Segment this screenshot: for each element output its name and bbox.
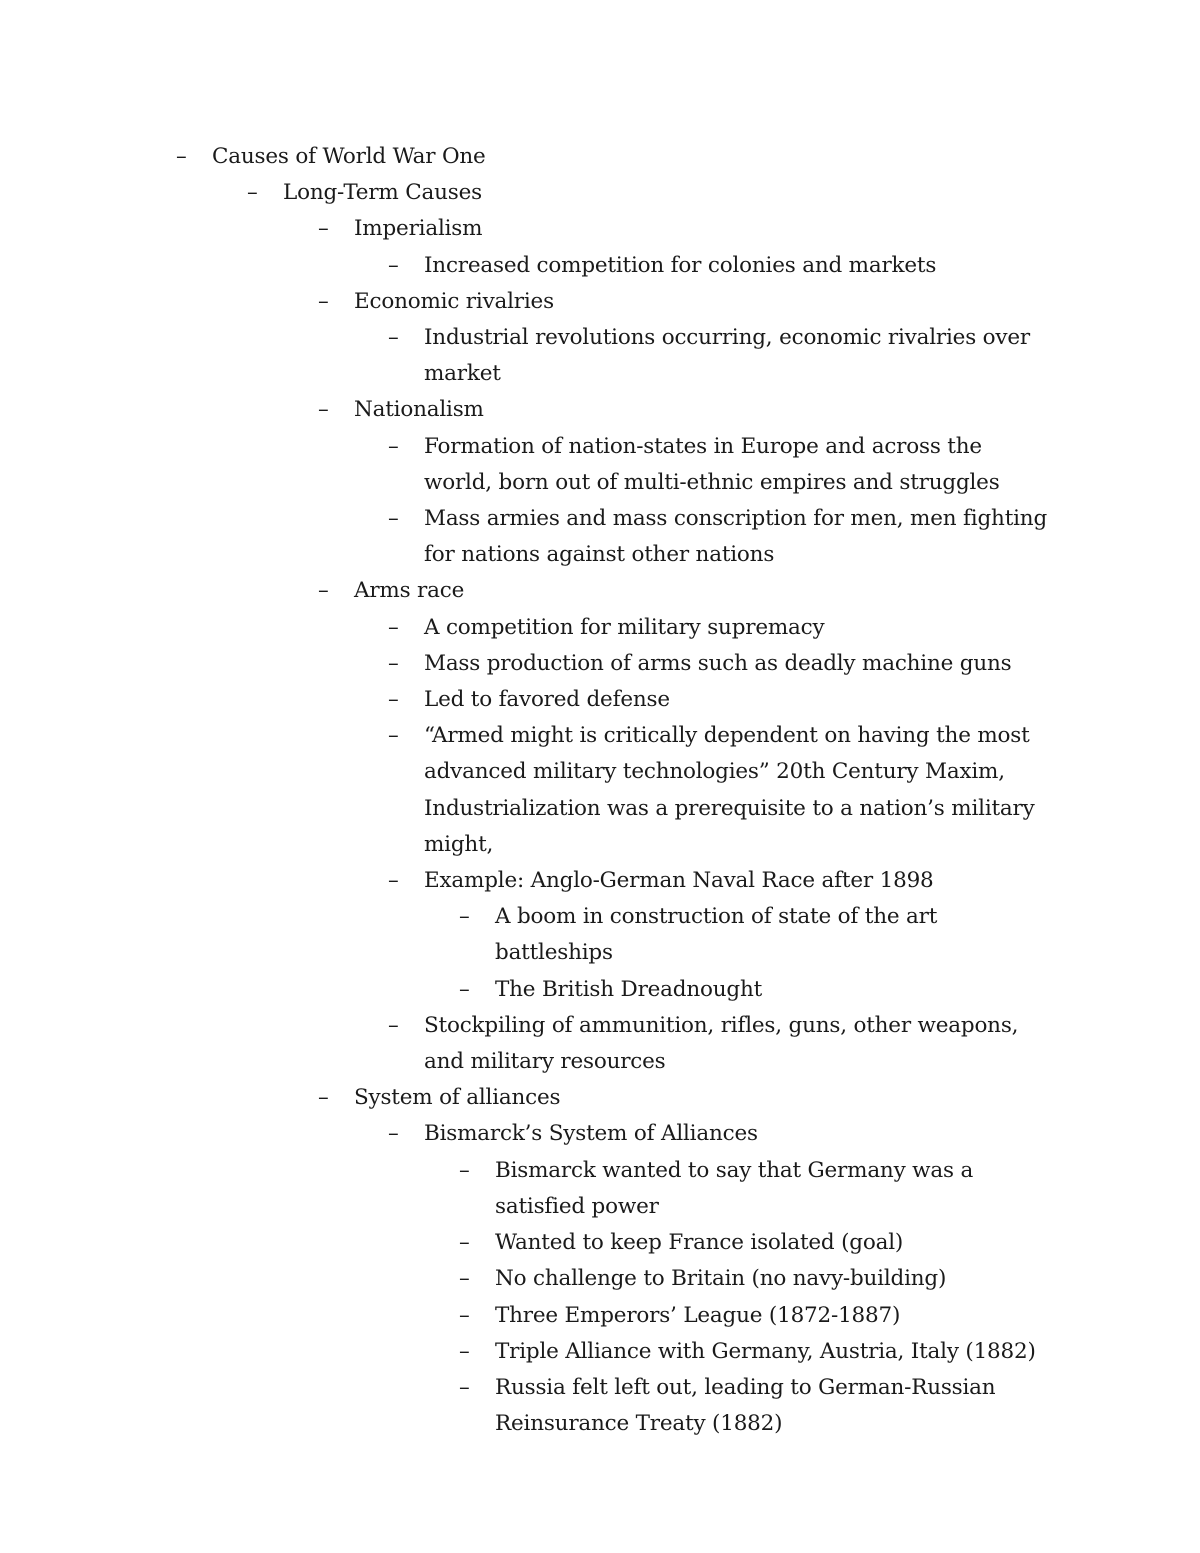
dash-bullet: – <box>388 868 399 894</box>
outline-item-text: Wanted to keep France isolated (goal) <box>495 1230 904 1256</box>
dash-bullet: – <box>459 1266 470 1292</box>
dash-bullet: – <box>388 614 399 640</box>
dash-bullet: – <box>388 325 399 351</box>
dash-bullet: – <box>318 216 329 242</box>
outline-item <box>459 1261 1057 1297</box>
outline-item <box>388 863 1056 899</box>
outline-item-text: A competition for military supremacy <box>424 614 825 640</box>
outline-item <box>459 1153 1057 1225</box>
outline-item-text: Imperialism <box>354 216 483 242</box>
outline-item <box>388 646 1056 682</box>
dash-bullet: – <box>388 723 399 749</box>
outline-item <box>388 718 1056 863</box>
outline-item <box>459 1298 1057 1334</box>
dash-bullet: – <box>388 650 399 676</box>
dash-bullet: – <box>459 1374 470 1400</box>
dash-bullet: – <box>318 288 329 314</box>
outline-item-text: Three Emperors’ League (1872-1887) <box>495 1302 901 1328</box>
outline-item <box>388 320 1056 392</box>
dash-bullet: – <box>247 180 258 206</box>
dash-bullet: – <box>388 506 399 532</box>
outline-item-text: Mass armies and mass conscription for men, men fighting for nations against other nations <box>424 506 1048 568</box>
outline-item-text: Example: Anglo-German Naval Race after 1898 <box>424 868 934 894</box>
outline-item-text: Mass production of arms such as deadly machine guns <box>424 650 1012 676</box>
outline-item-text: Formation of nation-states in Europe and across the world, born out of multi-ethnic empires and struggles <box>424 433 1000 495</box>
outline-item <box>318 1080 1054 1116</box>
outline-item-text: System of alliances <box>354 1085 561 1111</box>
outline-item-text: Bismarck’s System of Alliances <box>424 1121 758 1147</box>
outline-item-text: The British Dreadnought <box>495 976 763 1002</box>
outline-item-text: Increased competition for colonies and markets <box>424 252 937 278</box>
dash-bullet: – <box>176 144 187 169</box>
outline-item-text: Russia felt left out, leading to German-Russian Reinsurance Treaty (1882) <box>495 1374 996 1437</box>
outline-item-text: Stockpiling of ammunition, rifles, guns, other weapons, and military resources <box>424 1012 1019 1075</box>
outline-item <box>459 899 1057 971</box>
outline-item <box>388 682 1056 718</box>
outline-item <box>388 1116 1056 1152</box>
outline-list <box>0 139 1200 1442</box>
dash-bullet: – <box>459 1302 470 1328</box>
outline-item-text: No challenge to Britain (no navy-building) <box>495 1266 947 1292</box>
outline-item <box>247 175 1043 211</box>
outline-item <box>318 573 1054 609</box>
outline-item <box>388 1008 1056 1080</box>
outline-item <box>318 392 1054 428</box>
outline-item <box>459 1370 1057 1442</box>
outline-item <box>388 248 1056 284</box>
dash-bullet: – <box>388 252 399 278</box>
dash-bullet: – <box>459 904 470 930</box>
outline-item <box>459 972 1057 1008</box>
outline-item <box>318 211 1054 247</box>
outline-item-text: Triple Alliance with Germany, Austria, Italy (1882) <box>495 1338 1036 1364</box>
outline-item <box>388 429 1056 501</box>
outline-item-text: Economic rivalries <box>354 288 554 314</box>
outline-item <box>459 1225 1057 1261</box>
outline-item-text: Nationalism <box>354 397 484 423</box>
dash-bullet: – <box>318 397 329 423</box>
dash-bullet: – <box>318 578 329 604</box>
dash-bullet: – <box>459 1230 470 1256</box>
outline-item-text: Causes of World War One <box>212 144 486 169</box>
dash-bullet: – <box>459 1338 470 1364</box>
outline-item-text: A boom in construction of state of the art battleships <box>495 904 938 966</box>
outline-item <box>318 284 1054 320</box>
dash-bullet: – <box>388 1012 399 1038</box>
outline-item-text: Bismarck wanted to say that Germany was a satisfied power <box>495 1157 974 1219</box>
outline-item <box>388 610 1056 646</box>
dash-bullet: – <box>459 1157 470 1183</box>
dash-bullet: – <box>388 1121 399 1147</box>
dash-bullet: – <box>388 433 399 459</box>
outline-item <box>388 501 1056 573</box>
dash-bullet: – <box>388 687 399 713</box>
outline-item-text: “Armed might is critically dependent on having the most advanced military technologies” 20th Century Maxim, Industrialization was a prerequisite to a nation’s military might, <box>424 723 1035 857</box>
outline-item <box>176 139 1032 175</box>
outline-item-text: Led to favored defense <box>424 687 670 713</box>
outline-item-text: Arms race <box>354 578 465 604</box>
dash-bullet: – <box>318 1085 329 1111</box>
outline-item-text: Long-Term Causes <box>283 180 482 206</box>
outline-item <box>459 1334 1057 1370</box>
outline-item-text: Industrial revolutions occurring, economic rivalries over market <box>424 325 1030 387</box>
dash-bullet: – <box>459 976 470 1002</box>
